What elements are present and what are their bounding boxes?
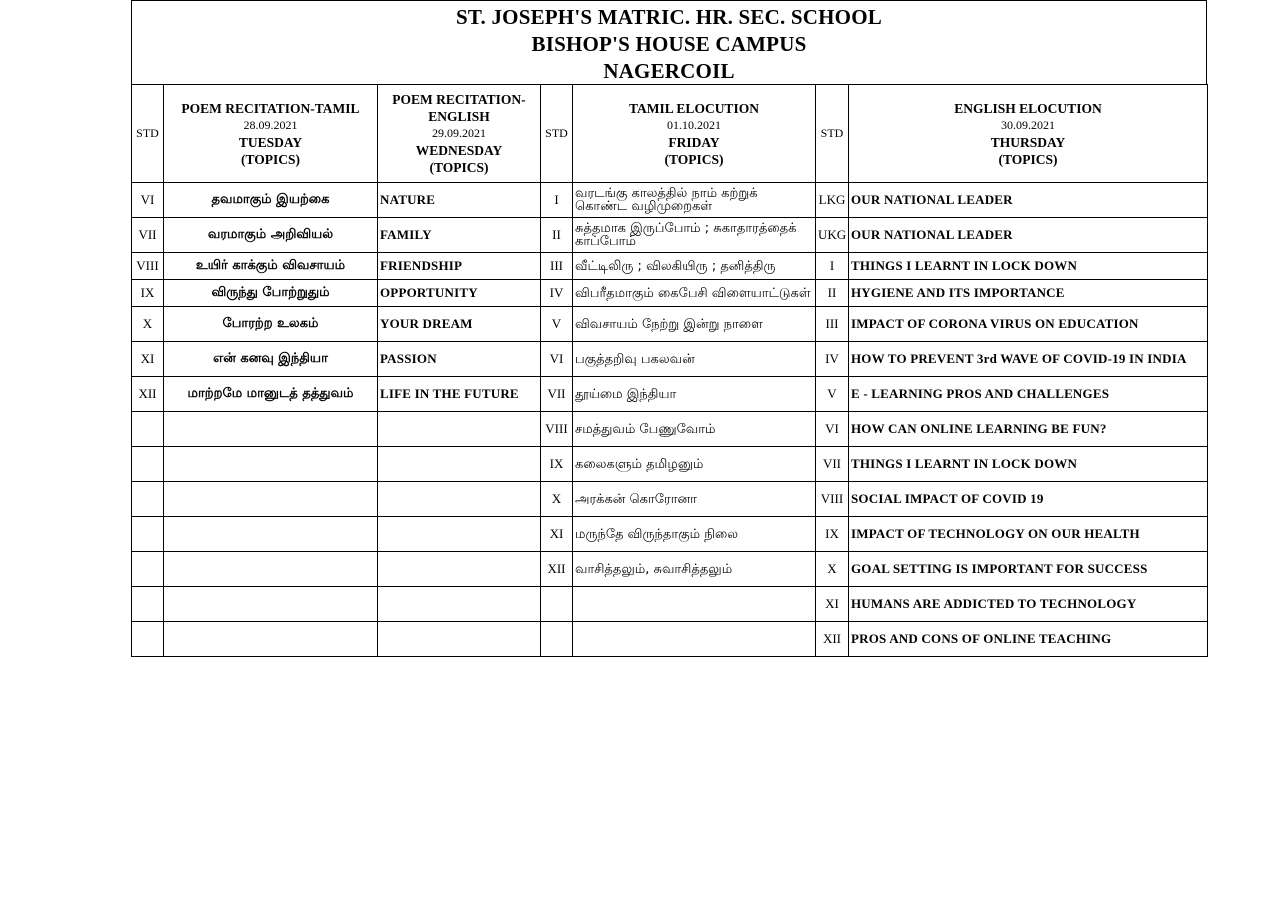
table-row [132, 587, 1208, 622]
tamil-elocution-topic [573, 622, 816, 657]
table-row [132, 552, 1208, 587]
tamil-elocution-title: TAMIL ELOCUTION [629, 100, 759, 116]
tamil-elocution-topic: வரடங்கு காலத்தில் நாம் கற்றுக் கொண்ட வழிமுறைகள் [573, 183, 816, 218]
std-cell: VII [816, 447, 849, 482]
std-cell [132, 587, 164, 622]
poem-tamil-topic: விருந்து போற்றுதும் [164, 280, 378, 307]
std-cell: LKG [816, 183, 849, 218]
std-cell [132, 482, 164, 517]
poem-tamil-topic [164, 482, 378, 517]
english-elocution-topics: (TOPICS) [998, 151, 1058, 167]
table-row [132, 377, 1208, 412]
english-elocution-date: 30.09.2021 [1001, 117, 1055, 132]
tamil-elocution-header [573, 85, 816, 183]
tamil-elocution-topic: பகுத்தறிவு பகலவன் [573, 342, 816, 377]
std-cell: I [541, 183, 573, 218]
std-cell: XI [541, 517, 573, 552]
poem-english-day: WEDNESDAY [415, 143, 503, 158]
tamil-elocution-day: FRIDAY [668, 134, 720, 150]
std-cell [541, 622, 573, 657]
table-row [132, 307, 1208, 342]
table-body [132, 183, 1208, 657]
table-row [132, 253, 1208, 280]
english-elocution-topic: E - LEARNING PROS AND CHALLENGES [849, 377, 1208, 412]
poem-english-topic [378, 482, 541, 517]
poem-tamil-topic: தவமாகும் இயற்கை [164, 183, 378, 218]
std-header-3: STD [816, 85, 849, 183]
school-header [131, 0, 1207, 85]
std-cell [132, 622, 164, 657]
std-cell: IX [541, 447, 573, 482]
english-elocution-topic: IMPACT OF TECHNOLOGY ON OUR HEALTH [849, 517, 1208, 552]
std-cell: VII [541, 377, 573, 412]
english-elocution-header [849, 85, 1208, 183]
std-cell: VIII [132, 253, 164, 280]
poem-tamil-topic [164, 412, 378, 447]
english-elocution-day: THURSDAY [990, 134, 1066, 150]
std-cell: XII [541, 552, 573, 587]
std-header-2: STD [541, 85, 573, 183]
std-cell [541, 587, 573, 622]
std-cell: VI [816, 412, 849, 447]
std-cell [132, 447, 164, 482]
poem-english-topic: LIFE IN THE FUTURE [378, 377, 541, 412]
std-cell: III [541, 253, 573, 280]
poem-tamil-topic: என் கனவு இந்தியா [164, 342, 378, 377]
poem-english-topic: OPPORTUNITY [378, 280, 541, 307]
table-row [132, 447, 1208, 482]
std-cell: IX [132, 280, 164, 307]
english-elocution-topic: PROS AND CONS OF ONLINE TEACHING [849, 622, 1208, 657]
poem-tamil-topics: (TOPICS) [240, 151, 300, 167]
english-elocution-topic: HYGIENE AND ITS IMPORTANCE [849, 280, 1208, 307]
poem-tamil-day: TUESDAY [238, 134, 303, 150]
std-cell: XI [132, 342, 164, 377]
tamil-elocution-topic: தூய்மை இந்தியா [573, 377, 816, 412]
table-row [132, 517, 1208, 552]
std-cell [132, 552, 164, 587]
tamil-elocution-topic: கலைகளும் தமிழனும் [573, 447, 816, 482]
poem-tamil-topic [164, 622, 378, 657]
std-cell: X [816, 552, 849, 587]
poem-english-topic [378, 552, 541, 587]
std-cell [132, 412, 164, 447]
poem-english-topic: NATURE [378, 183, 541, 218]
std-cell: V [816, 377, 849, 412]
std-cell: V [541, 307, 573, 342]
english-elocution-topic: OUR NATIONAL LEADER [849, 183, 1208, 218]
tamil-elocution-date: 01.10.2021 [667, 117, 721, 132]
tamil-elocution-topic: விவசாயம் நேற்று இன்று நாளை [573, 307, 816, 342]
poem-tamil-header [164, 85, 378, 183]
tamil-elocution-topic: வீட்டிலிரு ; விலகியிரு ; தனித்திரு [573, 253, 816, 280]
poem-english-topic [378, 587, 541, 622]
std-cell: I [816, 253, 849, 280]
std-cell: IV [816, 342, 849, 377]
tamil-elocution-topic: விபரீதமாகும் கைபேசி விளையாட்டுகள் [573, 280, 816, 307]
poem-tamil-topic: போரற்ற உலகம் [164, 307, 378, 342]
std-cell: VIII [541, 412, 573, 447]
english-elocution-topic: OUR NATIONAL LEADER [849, 218, 1208, 253]
competition-table [131, 84, 1208, 657]
poem-tamil-topic [164, 517, 378, 552]
table-row [132, 218, 1208, 253]
table-row [132, 622, 1208, 657]
town-name: NAGERCOIL [603, 59, 735, 83]
std-cell: XII [816, 622, 849, 657]
english-elocution-topic: THINGS I LEARNT IN LOCK DOWN [849, 253, 1208, 280]
std-cell [132, 517, 164, 552]
std-cell: VI [132, 183, 164, 218]
tamil-elocution-topic [573, 587, 816, 622]
poem-english-topic [378, 517, 541, 552]
poem-tamil-topic: மாற்றமே மானுடத் தத்துவம் [164, 377, 378, 412]
table-row [132, 280, 1208, 307]
poem-english-date: 29.09.2021 [432, 126, 486, 140]
table-row [132, 412, 1208, 447]
tamil-elocution-topic: சுத்தமாக இருப்போம் ; சுகாதாரத்தைக் காப்போம் [573, 218, 816, 253]
tamil-elocution-topic: மருந்தே விருந்தாகும் நிலை [573, 517, 816, 552]
english-elocution-topic: IMPACT OF CORONA VIRUS ON EDUCATION [849, 307, 1208, 342]
english-elocution-topic: HOW CAN ONLINE LEARNING BE FUN? [849, 412, 1208, 447]
poem-tamil-topic [164, 447, 378, 482]
std-cell: II [541, 218, 573, 253]
std-cell: VII [132, 218, 164, 253]
poem-english-title: POEM RECITATION-ENGLISH [392, 92, 526, 124]
std-cell: VI [541, 342, 573, 377]
table-row [132, 342, 1208, 377]
tamil-elocution-topic: சமத்துவம் பேணுவோம் [573, 412, 816, 447]
std-cell: XI [816, 587, 849, 622]
std-cell: XII [132, 377, 164, 412]
poem-tamil-title: POEM RECITATION-TAMIL [181, 100, 360, 116]
english-elocution-topic: HOW TO PREVENT 3rd WAVE OF COVID-19 IN INDIA [849, 342, 1208, 377]
english-elocution-title: ENGLISH ELOCUTION [954, 100, 1102, 116]
tamil-elocution-topic: வாசித்தலும், சுவாசித்தலும் [573, 552, 816, 587]
campus-name: BISHOP'S HOUSE CAMPUS [531, 32, 807, 56]
english-elocution-topic: THINGS I LEARNT IN LOCK DOWN [849, 447, 1208, 482]
std-cell: UKG [816, 218, 849, 253]
poem-tamil-topic: வரமாகும் அறிவியல் [164, 218, 378, 253]
english-elocution-topic: HUMANS ARE ADDICTED TO TECHNOLOGY [849, 587, 1208, 622]
tamil-elocution-topics: (TOPICS) [664, 151, 724, 167]
poem-english-topic: PASSION [378, 342, 541, 377]
std-cell: IX [816, 517, 849, 552]
std-header-1: STD [132, 85, 164, 183]
std-cell: IV [541, 280, 573, 307]
poem-english-topic: YOUR DREAM [378, 307, 541, 342]
poem-english-topic: FRIENDSHIP [378, 253, 541, 280]
poem-tamil-topic [164, 552, 378, 587]
poem-tamil-topic: உயிர் காக்கும் விவசாயம் [164, 253, 378, 280]
poem-english-topic [378, 447, 541, 482]
std-cell: III [816, 307, 849, 342]
std-cell: X [541, 482, 573, 517]
table-header-row [132, 85, 1208, 183]
std-cell: II [816, 280, 849, 307]
school-name: ST. JOSEPH'S MATRIC. HR. SEC. SCHOOL [456, 5, 882, 29]
english-elocution-topic: SOCIAL IMPACT OF COVID 19 [849, 482, 1208, 517]
table-row [132, 183, 1208, 218]
std-cell: X [132, 307, 164, 342]
poem-english-topic [378, 412, 541, 447]
poem-tamil-date: 28.09.2021 [243, 117, 298, 132]
tamil-elocution-topic: அரக்கன் கொரோனா [573, 482, 816, 517]
std-cell: VIII [816, 482, 849, 517]
poem-english-topic [378, 622, 541, 657]
english-elocution-topic: GOAL SETTING IS IMPORTANT FOR SUCCESS [849, 552, 1208, 587]
table-row [132, 482, 1208, 517]
poem-english-topics: (TOPICS) [429, 160, 489, 175]
schedule-sheet [131, 0, 1207, 657]
poem-english-header [378, 85, 541, 183]
poem-english-topic: FAMILY [378, 218, 541, 253]
poem-tamil-topic [164, 587, 378, 622]
